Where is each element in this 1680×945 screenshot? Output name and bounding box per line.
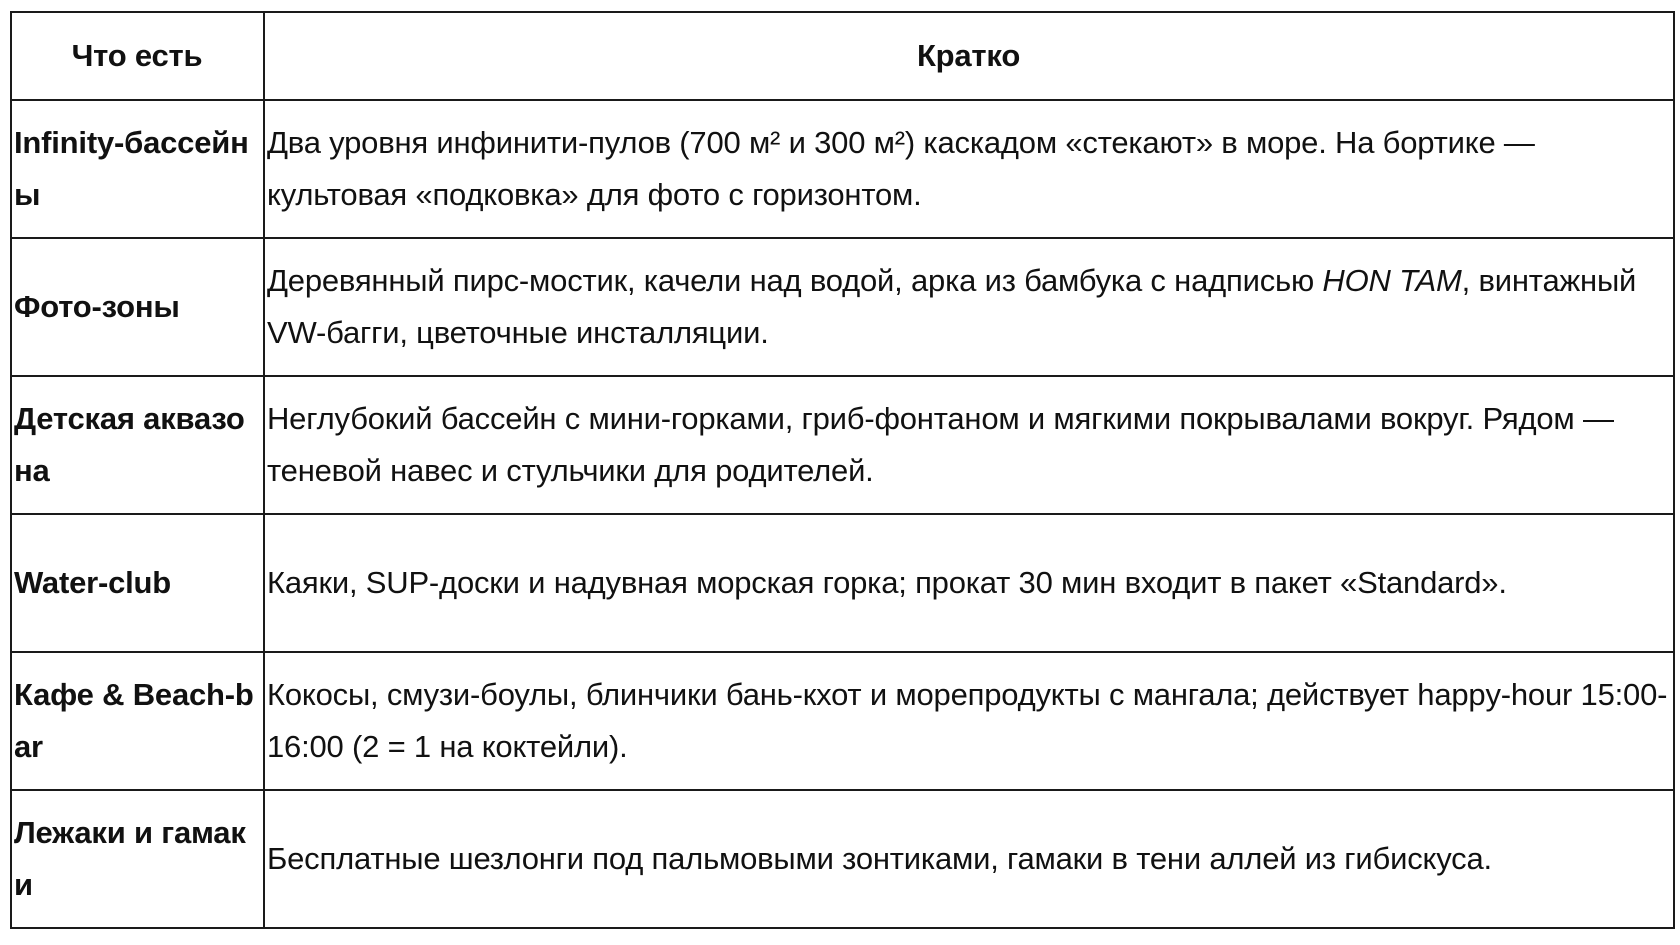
summary-cell: Кокосы, смузи-боулы, блинчики бань-кхот и морепродукты с мангала; действует happy-hour 15:00-16:00 (2 = 1 на коктейли). [264,652,1674,790]
feature-cell: Infinity-бассейны [11,100,264,238]
table-row [11,652,1674,790]
summary-cell: Два уровня инфинити-пулов (700 м² и 300 м²) каскадом «стекают» в море. На бортике — культовая «подковка» для фото с горизонтом. [264,100,1674,238]
amenities-table [10,11,1675,929]
summary-cell: Каяки, SUP-доски и надувная морская горка; прокат 30 мин входит в пакет «Standard». [264,514,1674,652]
table-row [11,238,1674,376]
feature-cell: Water-club [11,514,264,652]
summary-emphasis-text: HON TAM [1322,263,1462,298]
feature-cell: Детская аквазона [11,376,264,514]
summary-text-end: , винтажный VW-багги, цветочные инсталляции. [267,263,1637,350]
summary-text-start: Деревянный пирс-мостик, качели над водой, арка из бамбука с надписью [267,263,1323,298]
amenities-table-container [10,11,1675,929]
table-row [11,790,1674,928]
summary-cell: Бесплатные шезлонги под пальмовыми зонтиками, гамаки в тени аллей из гибискуса. [264,790,1674,928]
table-row [11,376,1674,514]
table-header-row [11,12,1674,100]
feature-cell: Фото-зоны [11,238,264,376]
column-header-summary: Кратко [264,12,1674,100]
table-row [11,514,1674,652]
feature-cell: Лежаки и гамаки [11,790,264,928]
feature-cell: Кафе & Beach-bar [11,652,264,790]
column-header-feature: Что есть [11,12,264,100]
summary-cell: Неглубокий бассейн с мини-горками, гриб-фонтаном и мягкими покрывалами вокруг. Рядом — теневой навес и стульчики для родителей. [264,376,1674,514]
summary-cell [264,238,1674,376]
table-row [11,100,1674,238]
